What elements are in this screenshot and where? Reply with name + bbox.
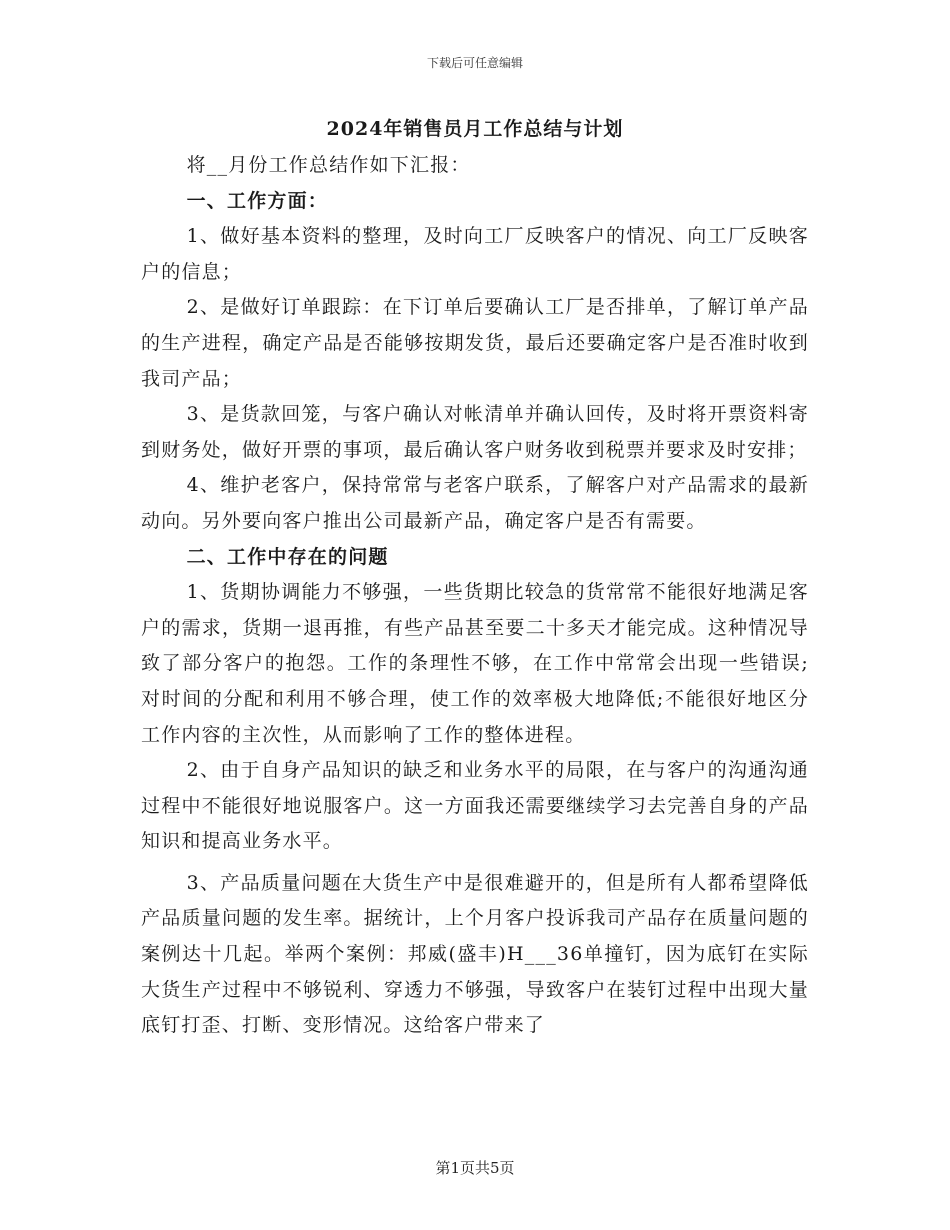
- paragraph-problem-3: 3、产品质量问题在大货生产中是很难避开的，但是所有人都希望降低产品质量问题的发生率。据统计，上个月客户投诉我司产品存在质量问题的案例达十几起。举两个案例：邦威(盛丰)H___36单撞钉，因为底钉在实际大货生产过程中不够锐利、穿透力不够强，导致客户在装钉过程中出现大量底钉打歪、打断、变形情况。这给客户带来了: [141, 871, 809, 1037]
- document-title: 2024年销售员月工作总结与计划: [326, 118, 624, 140]
- paragraph-intro: 将__月份工作总结作如下汇报：: [186, 154, 471, 176]
- section-heading-problems: 二、工作中存在的问题: [186, 545, 389, 568]
- paragraph-problem-2: 2、由于自身产品知识的缺乏和业务水平的局限，在与客户的沟通沟通过程中不能很好地说服客户。这一方面我还需要继续学习去完善自身的产品知识和提高业务水平。: [141, 759, 809, 853]
- paragraph-problem-1: 1、货期协调能力不够强，一些货期比较急的货常常不能很好地满足客户的需求，货期一退再推，有些产品甚至要二十多天才能完成。这种情况导致了部分客户的抱怨。工作的条理性不够，在工作中常常会出现一些错误;对时间的分配和利用不够合理，使工作的效率极大地降低;不能很好地区分工作内容的主次性，从而影响了工作的整体进程。: [141, 581, 809, 746]
- document-body: [141, 116, 809, 1044]
- paragraph-work-4: 4、维护老客户，保持常常与老客户联系，了解客户对产品需求的最新动向。另外要向客户推出公司最新产品，确定客户是否有需要。: [141, 474, 809, 532]
- header-note: 下载后可任意编辑: [426, 56, 523, 70]
- paragraph-work-3: 3、是货款回笼，与客户确认对帐清单并确认回传，及时将开票资料寄到财务处，做好开票的事项，最后确认客户财务收到税票并要求及时安排；: [141, 403, 809, 461]
- paragraph-work-2: 2、是做好订单跟踪：在下订单后要确认工厂是否排单，了解订单产品的生产进程，确定产品是否能够按期发货，最后还要确定客户是否准时收到我司产品；: [141, 296, 809, 390]
- page-number: 第1页共5页: [435, 1159, 515, 1177]
- paragraph-work-1: 1、做好基本资料的整理，及时向工厂反映客户的情况、向工厂反映客户的信息；: [141, 225, 809, 283]
- section-heading-work: 一、工作方面：: [186, 189, 328, 212]
